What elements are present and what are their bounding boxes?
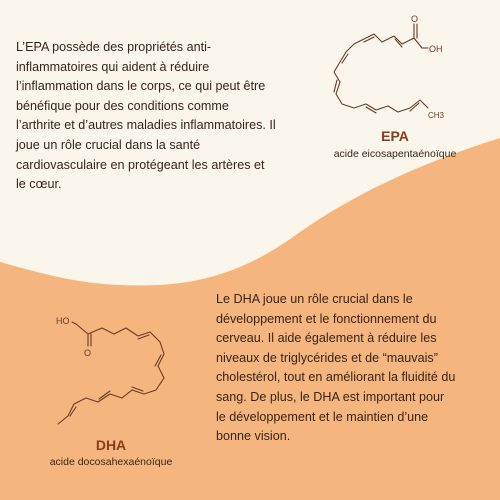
epa-oh-label: OH: [429, 44, 443, 54]
dha-subtitle: acide docosahexaénoïque: [49, 456, 173, 468]
epa-ch3-label: CH3: [428, 111, 445, 120]
epa-title: EPA: [381, 128, 409, 144]
dha-title: DHA: [95, 437, 127, 453]
dha-o-label: O: [84, 348, 92, 358]
epa-subtitle: acide eicosapentaénoïque: [333, 148, 457, 160]
epa-structure: [318, 14, 468, 126]
dha-oh-label: HO: [56, 316, 70, 326]
dha-structure: [52, 306, 182, 434]
dha-description: Le DHA joue un rôle crucial dans le développement et le fonctionnement du cerveau. Il aide également à réduire les niveaux de triglycérides et de “mauvais” cholestérol, tout en améliorant la fluidité du sang. De plus, le DHA est important pour le développement et le maintien d’une bonne vision.: [216, 292, 456, 444]
epa-o-label: O: [411, 14, 419, 24]
epa-description: L’EPA possède des propriétés anti- inflammatoires qui aident à réduire l’inflammation dans le corps, ce qui peut être bénéfique pour des conditions comme l’arthrite et d’autres maladies inflammatoires. Il joue un rôle crucial dans la santé cardiovasculaire en protégeant les artères et le cœur.: [16, 40, 276, 192]
